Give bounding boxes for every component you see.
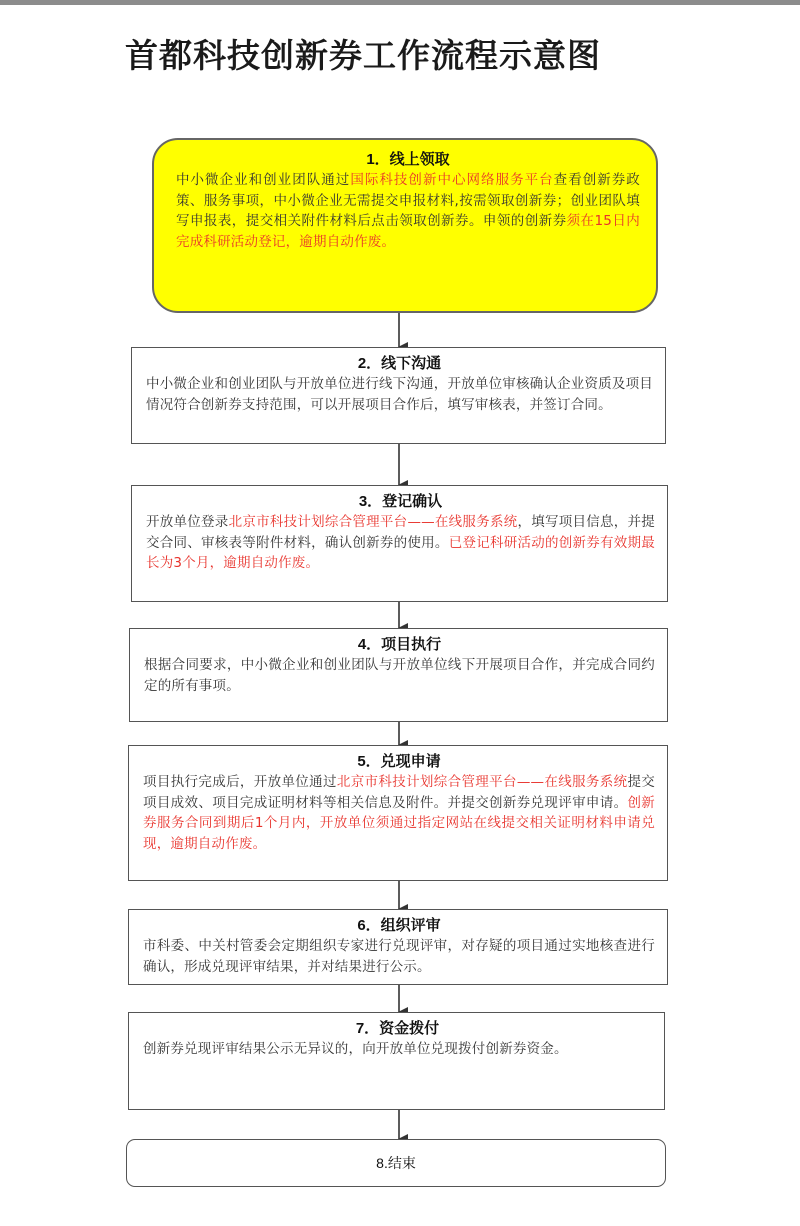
highlight-text: 须在15日内完成科研活动登记，逾期自动作废。	[176, 213, 640, 250]
page-title: 首都科技创新券工作流程示意图	[125, 36, 601, 75]
highlight-text: 北京市科技计划综合管理平台——在线服务系统	[228, 514, 518, 530]
step-body	[143, 936, 655, 977]
step-1-online-claim-box	[152, 138, 658, 313]
highlight-text: 创新券服务合同到期后1个月内，开放单位须通过指定网站在线提交相关证明材料申请兑现，逾期自动作废。	[143, 794, 655, 852]
step-heading: 2．线下沟通	[357, 355, 442, 372]
body-text-run: 项目执行完成后，开放单位通过	[143, 774, 337, 790]
step-7-fund-allocation-box	[128, 1012, 665, 1110]
body-text-run: 中小微企业和创业团队通过	[176, 172, 351, 188]
step-body	[176, 170, 640, 252]
step-heading: 6．组织评审	[357, 917, 441, 934]
step-heading: 5．兑现申请	[357, 753, 441, 770]
step-heading: 7．资金拨付	[355, 1020, 440, 1037]
body-text-run: 中小微企业和创业团队与开放单位进行线下沟通，开放单位审核确认企业资质及项目情况符合创新券支持范围，可以开展项目合作后，填写审核表，并签订合同。	[146, 376, 653, 413]
step-body	[146, 512, 655, 574]
end-label: 8.结束	[376, 1155, 416, 1171]
highlight-text: 已登记科研活动的创新券有效期最长为3个月，逾期自动作废。	[146, 534, 656, 571]
step-3-registration-box	[131, 485, 668, 602]
body-text-run: 开放单位登录	[146, 514, 229, 530]
step-8-end-box	[126, 1139, 666, 1187]
step-body	[144, 655, 655, 696]
step-heading: 3．登记确认	[358, 493, 443, 510]
step-4-project-execution-box	[129, 628, 668, 722]
step-2-offline-communication-box	[131, 347, 666, 444]
body-text-run: 根据合同要求，中小微企业和创业团队与开放单位线下开展项目合作，并完成合同约定的所有事项。	[144, 657, 655, 694]
step-body	[146, 374, 653, 415]
step-heading: 4．项目执行	[357, 636, 442, 653]
step-body	[143, 772, 655, 854]
step-5-redemption-application-box	[128, 745, 668, 881]
step-heading: 1．线上领取	[366, 151, 450, 168]
highlight-text: 国际科技创新中心网络服务平台	[350, 172, 554, 188]
body-text-run: 查看创新券政策、服务事项，中小微企业无需提交申报材料,按需领取创新券；创业团队填写申报表，提交相关附件材料后点击领取创新券。申领的创新券	[176, 172, 640, 229]
step-body	[143, 1039, 652, 1060]
body-text-run: 市科委、中关村管委会定期组织专家进行兑现评审，对存疑的项目通过实地核查进行确认，形成兑现评审结果，并对结果进行公示。	[143, 938, 655, 975]
step-6-review-box	[128, 909, 668, 985]
highlight-text: 北京市科技计划综合管理平台——在线服务系统	[336, 774, 628, 790]
body-text-run: ，填写项目信息，并提交合同、审核表等附件材料，确认创新券的使用。	[146, 514, 656, 551]
body-text-run: 创新券兑现评审结果公示无异议的，向开放单位兑现拨付创新券资金。	[143, 1041, 568, 1057]
body-text-run: 提交项目成效、项目完成证明材料等相关信息及附件。并提交创新券兑现评审申请。	[143, 774, 655, 811]
